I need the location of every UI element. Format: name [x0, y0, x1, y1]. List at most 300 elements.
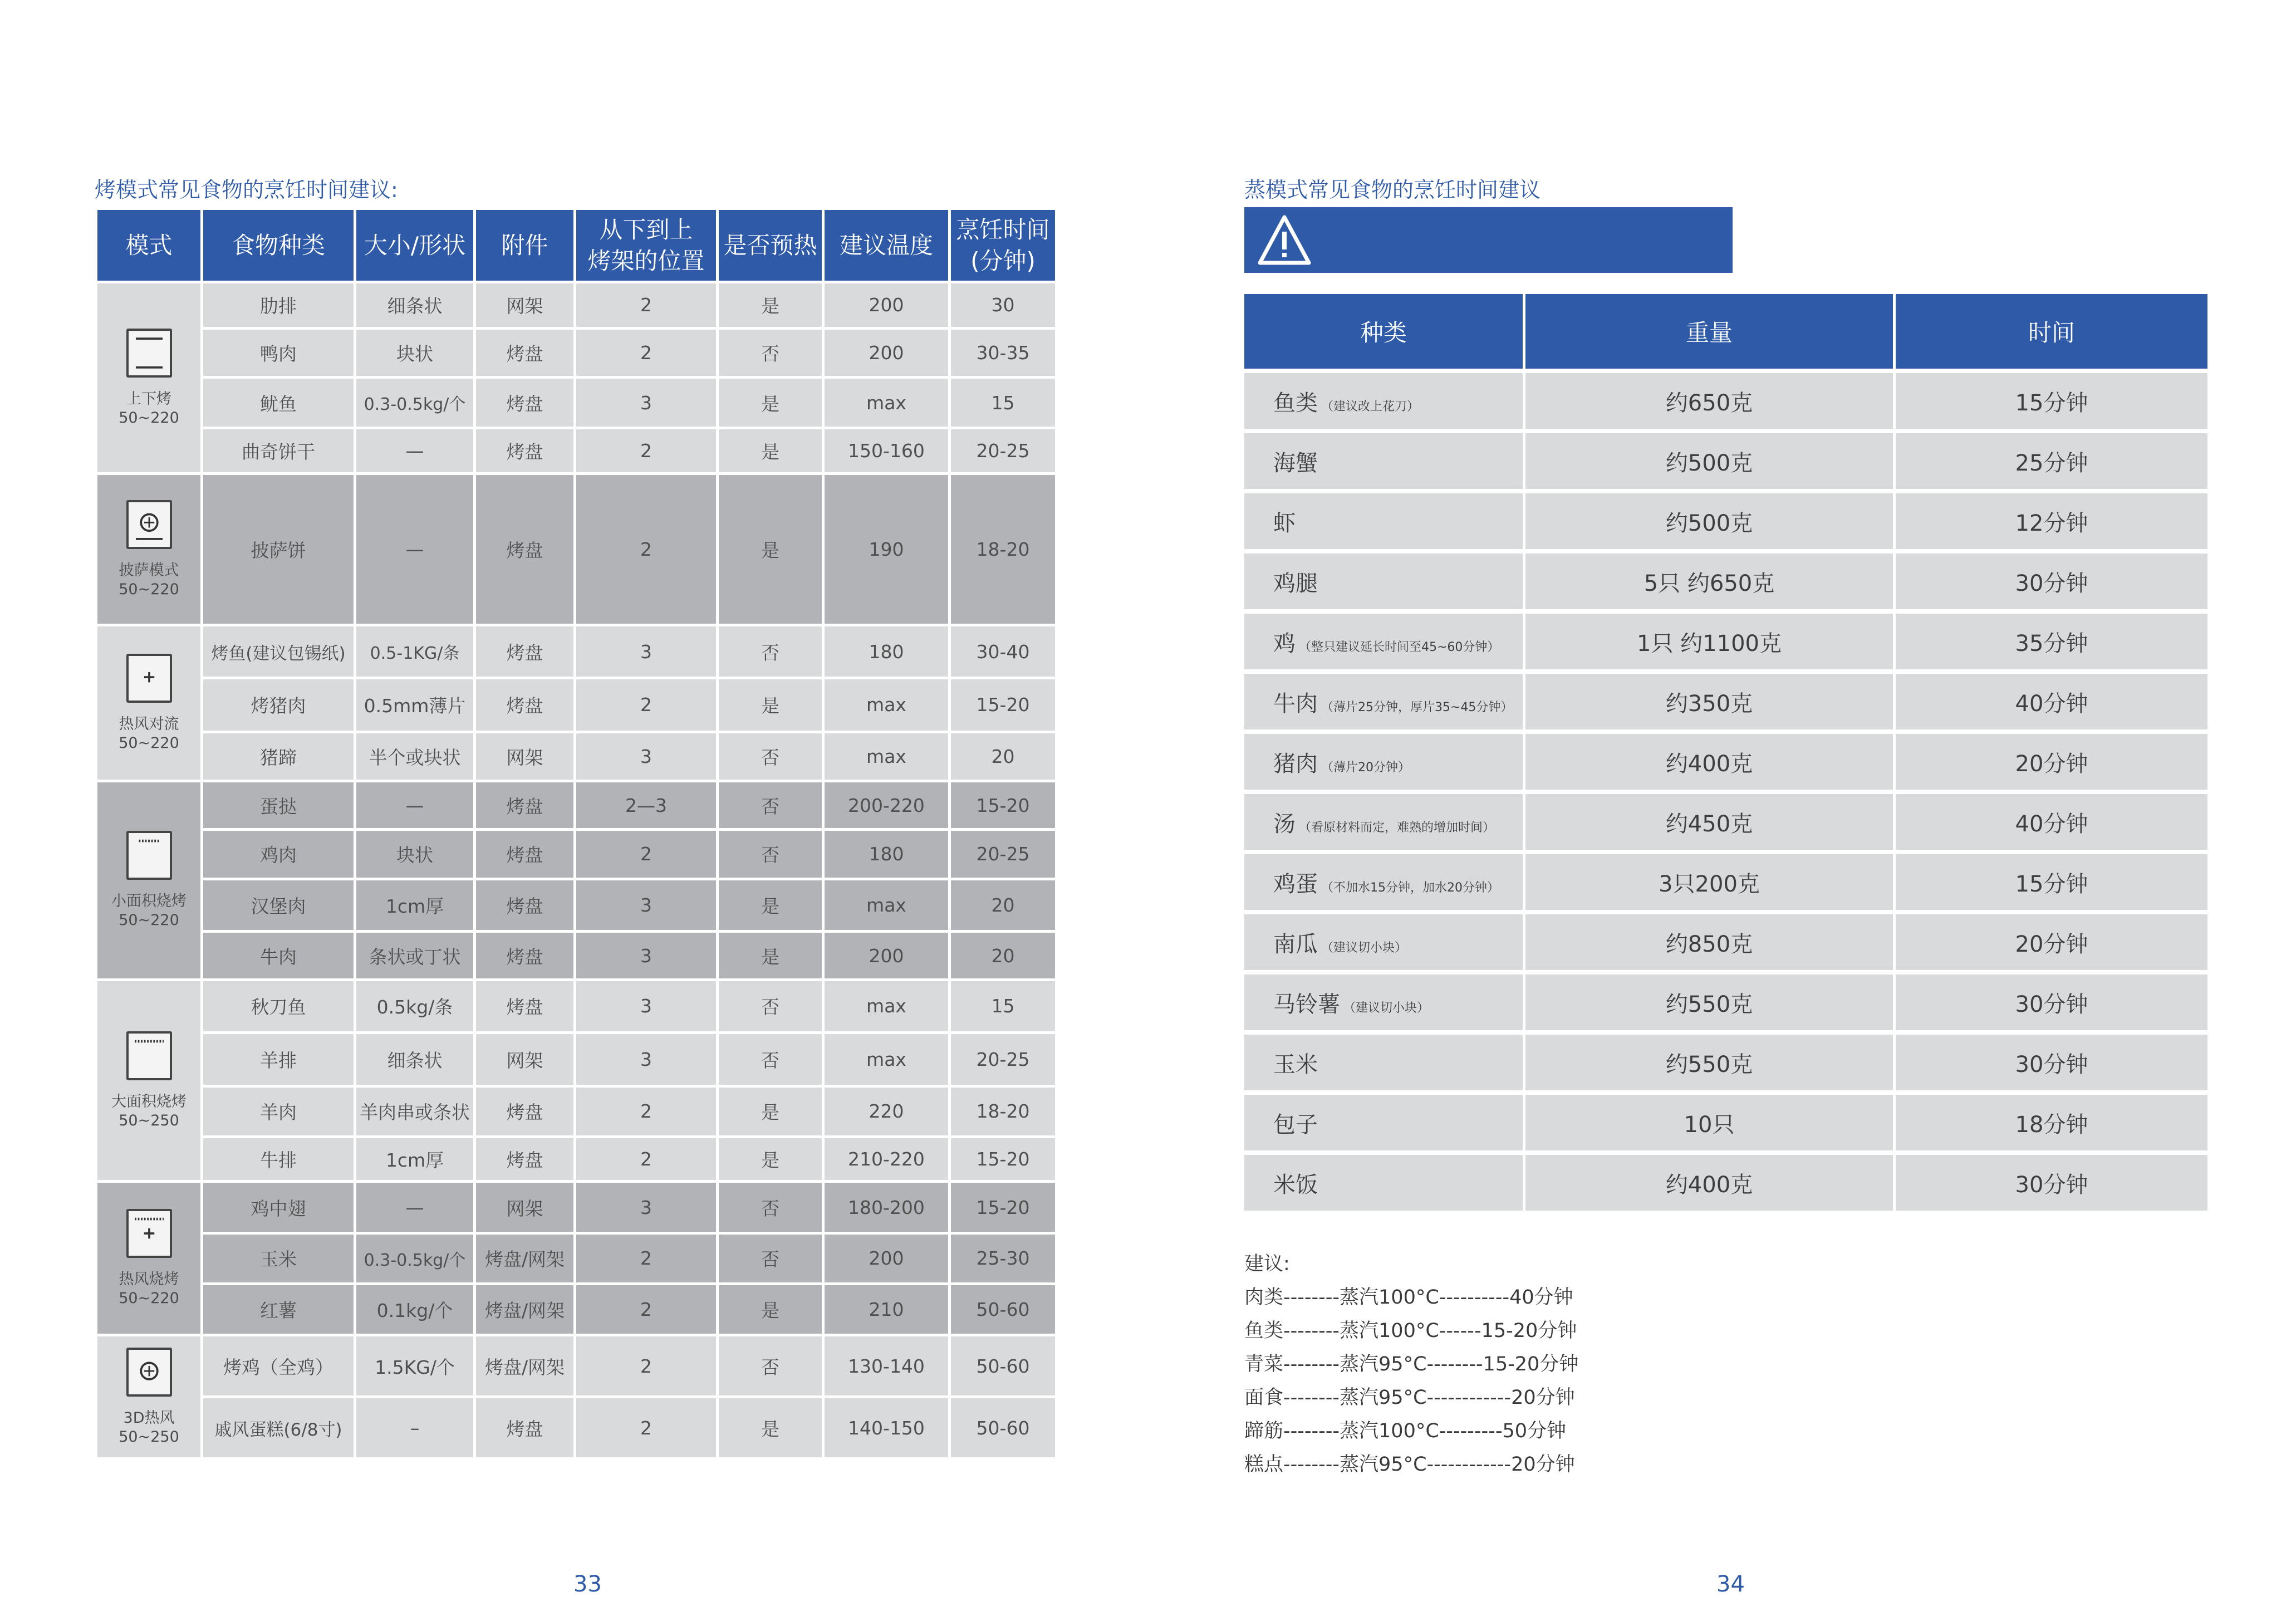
food-cell: [1244, 1035, 1525, 1090]
table-cell: 50-60: [950, 1284, 1057, 1335]
table-cell: 块状: [355, 328, 475, 378]
table-cell: 羊排: [202, 1032, 355, 1086]
table-cell: 18-20: [950, 474, 1057, 625]
table-row: [96, 1233, 1057, 1284]
table-cell: 2: [575, 1397, 718, 1459]
table-row: [96, 428, 1057, 474]
mode-cell: [96, 781, 202, 980]
table-cell: 戚风蛋糕(6/8寸): [202, 1397, 355, 1459]
table-cell: 烤盘/网架: [475, 1335, 575, 1397]
table-cell: 15: [950, 378, 1057, 428]
food-cell: [1244, 1155, 1525, 1211]
table-cell: 2: [575, 428, 718, 474]
table-row: [96, 378, 1057, 428]
table-cell: 30-35: [950, 328, 1057, 378]
3d-fan-icon: [126, 1348, 172, 1397]
table-cell: 2: [575, 1086, 718, 1137]
table-cell: 否: [718, 1032, 823, 1086]
table-cell: 是: [718, 474, 823, 625]
table-cell: 条状或丁状: [355, 932, 475, 980]
food-name: 汤: [1273, 811, 1296, 837]
table-cell: 3: [575, 378, 718, 428]
mode-temp-range: 50~220: [119, 409, 179, 427]
time-cell: 15分钟: [1896, 854, 2210, 910]
table-cell: 是: [718, 932, 823, 980]
table-cell: 2: [575, 1233, 718, 1284]
table-cell: 鸡肉: [202, 829, 355, 879]
weight-cell: 约400克: [1525, 1155, 1896, 1211]
food-cell: [1244, 1095, 1525, 1150]
weight-cell: 1只 约1100克: [1525, 614, 1896, 669]
table-cell: 否: [718, 1182, 823, 1233]
table-row: [96, 678, 1057, 732]
food-cell: [1244, 614, 1525, 669]
table-cell: 180-200: [823, 1182, 950, 1233]
table-row: [96, 282, 1057, 329]
table-cell: 2: [575, 328, 718, 378]
table-cell: 曲奇饼干: [202, 428, 355, 474]
table-cell: 烤盘: [475, 829, 575, 879]
table-cell: 20-25: [950, 829, 1057, 879]
table-cell: 烤盘: [475, 1086, 575, 1137]
suggestion-line: 肉类--------蒸汽100°C----------40分钟: [1244, 1286, 1573, 1309]
mode-name: 大面积烧烤: [111, 1093, 187, 1110]
table-cell: 否: [718, 829, 823, 879]
table-cell: 是: [718, 678, 823, 732]
table-row: [96, 1182, 1057, 1233]
warning-triangle-icon: [1257, 213, 1312, 268]
mode-temp-range: 50~220: [119, 912, 179, 929]
table-cell: 180: [823, 829, 950, 879]
table-cell: 是: [718, 1086, 823, 1137]
steam-header-row: [1244, 294, 2210, 369]
food-cell: [1244, 373, 1525, 429]
table-cell: 鱿鱼: [202, 378, 355, 428]
suggestions-title: 建议:: [1244, 1253, 1290, 1275]
food-note: （建议切小块）: [1321, 941, 1407, 955]
weight-cell: 约350克: [1525, 674, 1896, 729]
steam-table-row: [1244, 493, 2210, 549]
table-cell: 3: [575, 1182, 718, 1233]
table-cell: 50-60: [950, 1335, 1057, 1397]
food-cell: [1244, 974, 1525, 1030]
food-name: 猪肉: [1273, 751, 1318, 777]
steam-table-row: [1244, 914, 2210, 970]
table-cell: 细条状: [355, 282, 475, 329]
table-cell: 50-60: [950, 1397, 1057, 1459]
suggestion-line: 鱼类--------蒸汽100°C------15-20分钟: [1244, 1320, 1577, 1342]
table-cell: 否: [718, 328, 823, 378]
table-cell: 20: [950, 879, 1057, 932]
table-cell: 烤盘: [475, 1397, 575, 1459]
table-cell: 否: [718, 732, 823, 781]
food-cell: [1244, 674, 1525, 729]
steam-table-row: [1244, 1035, 2210, 1090]
table-cell: 秋刀鱼: [202, 980, 355, 1032]
table-cell: –: [355, 1397, 475, 1459]
table-cell: 烤盘: [475, 328, 575, 378]
table-cell: 2: [575, 282, 718, 329]
food-name: 马铃薯: [1273, 991, 1340, 1017]
table-cell: 3: [575, 932, 718, 980]
weight-cell: 约500克: [1525, 433, 1896, 489]
table-row: [96, 1137, 1057, 1182]
table-cell: 2: [575, 829, 718, 879]
page-number-left: 33: [573, 1571, 602, 1597]
table-cell: 20: [950, 732, 1057, 781]
table-cell: 烤猪肉: [202, 678, 355, 732]
table-cell: 3: [575, 879, 718, 932]
time-cell: 30分钟: [1896, 1155, 2210, 1211]
mode-name: 披萨模式: [119, 561, 179, 579]
header-cell: 附件: [475, 209, 575, 282]
table-cell: 2—3: [575, 781, 718, 830]
table-cell: —: [355, 781, 475, 830]
table-cell: 180: [823, 625, 950, 678]
table-cell: 30: [950, 282, 1057, 329]
table-cell: 是: [718, 282, 823, 329]
table-cell: 否: [718, 781, 823, 830]
warning-banner: [1244, 207, 1733, 273]
header-cell: 是否预热: [718, 209, 823, 282]
large-grill-icon: [126, 1031, 172, 1080]
steam-table-row: [1244, 614, 2210, 669]
table-cell: 20-25: [950, 1032, 1057, 1086]
time-cell: 12分钟: [1896, 493, 2210, 549]
steam-mode-table: [1244, 290, 2210, 1215]
table-cell: 3: [575, 1032, 718, 1086]
weight-cell: 约550克: [1525, 974, 1896, 1030]
table-cell: 15: [950, 980, 1057, 1032]
food-note: （薄片25分钟，厚片35~45分钟）: [1321, 700, 1513, 714]
weight-cell: 约400克: [1525, 734, 1896, 790]
table-cell: 烤盘: [475, 625, 575, 678]
table-cell: 烤盘: [475, 474, 575, 625]
table-cell: max: [823, 378, 950, 428]
table-cell: 20: [950, 932, 1057, 980]
time-cell: 30分钟: [1896, 974, 2210, 1030]
bake-mode-table: [95, 207, 1058, 1460]
table-cell: 鸡中翅: [202, 1182, 355, 1233]
mode-cell: [96, 282, 202, 474]
table-cell: 1.5KG/个: [355, 1335, 475, 1397]
mode-temp-range: 50~250: [119, 1428, 179, 1446]
page-number-right: 34: [1716, 1571, 1745, 1597]
food-note: （看原材料而定，难熟的增加时间）: [1299, 820, 1495, 835]
table-row: [96, 1032, 1057, 1086]
convection-fan-icon: [126, 654, 172, 703]
table-cell: 红薯: [202, 1284, 355, 1335]
time-cell: 18分钟: [1896, 1095, 2210, 1150]
steam-table-row: [1244, 854, 2210, 910]
table-cell: 烤鱼(建议包锡纸): [202, 625, 355, 678]
table-cell: 0.3-0.5kg/个: [355, 1233, 475, 1284]
food-note: （整只建议延长时间至45~60分钟）: [1299, 640, 1500, 654]
table-cell: 否: [718, 1233, 823, 1284]
table-cell: max: [823, 980, 950, 1032]
table-cell: 18-20: [950, 1086, 1057, 1137]
table-cell: 150-160: [823, 428, 950, 474]
table-cell: 15-20: [950, 781, 1057, 830]
table-cell: 烤盘: [475, 678, 575, 732]
time-cell: 25分钟: [1896, 433, 2210, 489]
steam-table-row: [1244, 1095, 2210, 1150]
table-cell: 网架: [475, 1182, 575, 1233]
table-cell: 200: [823, 282, 950, 329]
time-cell: 40分钟: [1896, 674, 2210, 729]
table-cell: 130-140: [823, 1335, 950, 1397]
table-cell: 否: [718, 1335, 823, 1397]
steam-table-row: [1244, 974, 2210, 1030]
table-cell: 细条状: [355, 1032, 475, 1086]
food-note: （薄片20分钟）: [1321, 760, 1410, 775]
mode-name: 热风对流: [119, 715, 179, 733]
table-cell: 15-20: [950, 1182, 1057, 1233]
table-cell: 是: [718, 1137, 823, 1182]
mode-temp-range: 50~250: [119, 1111, 179, 1129]
food-cell: [1244, 554, 1525, 609]
table-cell: 25-30: [950, 1233, 1057, 1284]
table-cell: 是: [718, 879, 823, 932]
suggestion-line: 蹄筋--------蒸汽100°C---------50分钟: [1244, 1420, 1566, 1442]
food-name: 包子: [1273, 1111, 1318, 1138]
table-cell: 牛肉: [202, 932, 355, 980]
table-row: [96, 625, 1057, 678]
table-cell: 玉米: [202, 1233, 355, 1284]
table-cell: 是: [718, 428, 823, 474]
mode-cell: [96, 980, 202, 1182]
table-cell: 披萨饼: [202, 474, 355, 625]
table-cell: 猪蹄: [202, 732, 355, 781]
food-name: 鸡: [1273, 630, 1296, 657]
table-cell: 15-20: [950, 1137, 1057, 1182]
table-cell: 烤盘: [475, 980, 575, 1032]
table-cell: 块状: [355, 829, 475, 879]
table-cell: max: [823, 1032, 950, 1086]
food-cell: [1244, 794, 1525, 850]
header-cell: 食物种类: [202, 209, 355, 282]
time-cell: 40分钟: [1896, 794, 2210, 850]
weight-cell: 约650克: [1525, 373, 1896, 429]
mode-temp-range: 50~220: [119, 580, 179, 598]
table-cell: —: [355, 1182, 475, 1233]
food-cell: [1244, 914, 1525, 970]
table-cell: 烤盘: [475, 781, 575, 830]
food-name: 鱼类: [1273, 390, 1318, 416]
food-name: 米饭: [1273, 1172, 1318, 1198]
food-name: 虾: [1273, 510, 1296, 536]
food-name: 海蟹: [1273, 450, 1318, 476]
food-cell: [1244, 493, 1525, 549]
header-cell: 大小/形状: [355, 209, 475, 282]
table-header-row: [96, 209, 1057, 282]
table-cell: 210-220: [823, 1137, 950, 1182]
steam-table-row: [1244, 794, 2210, 850]
food-name: 南瓜: [1273, 931, 1318, 957]
food-name: 玉米: [1273, 1051, 1318, 1078]
top-bottom-heat-icon: [126, 329, 172, 378]
table-row: [96, 879, 1057, 932]
table-row: [96, 1284, 1057, 1335]
table-cell: 140-150: [823, 1397, 950, 1459]
food-name: 牛肉: [1273, 690, 1318, 717]
suggestion-line: 糕点--------蒸汽95°C------------20分钟: [1244, 1453, 1575, 1476]
table-cell: 网架: [475, 282, 575, 329]
steam-header-cell: 重量: [1525, 294, 1896, 369]
header-cell: 模式: [96, 209, 202, 282]
table-cell: 1cm厚: [355, 879, 475, 932]
time-cell: 15分钟: [1896, 373, 2210, 429]
table-cell: 是: [718, 378, 823, 428]
table-cell: 200: [823, 932, 950, 980]
table-cell: 3: [575, 980, 718, 1032]
table-row: [96, 829, 1057, 879]
mode-name: 小面积烧烤: [111, 893, 187, 910]
table-cell: 半个或块状: [355, 732, 475, 781]
table-cell: 羊肉: [202, 1086, 355, 1137]
time-cell: 20分钟: [1896, 734, 2210, 790]
weight-cell: 约500克: [1525, 493, 1896, 549]
mode-cell: [96, 1182, 202, 1335]
mode-temp-range: 50~220: [119, 734, 179, 752]
table-row: [96, 1086, 1057, 1137]
table-cell: 2: [575, 1137, 718, 1182]
table-cell: 2: [575, 474, 718, 625]
food-name: 鸡腿: [1273, 570, 1318, 596]
table-cell: 15-20: [950, 678, 1057, 732]
table-cell: 210: [823, 1284, 950, 1335]
small-grill-icon: [126, 831, 172, 880]
food-name: 鸡蛋: [1273, 871, 1318, 897]
table-cell: 鸭肉: [202, 328, 355, 378]
food-note: （不加水15分钟，加水20分钟）: [1321, 880, 1499, 895]
table-cell: max: [823, 678, 950, 732]
left-page-title: 烤模式常见食物的烹饪时间建议:: [95, 178, 398, 202]
table-cell: 200: [823, 1233, 950, 1284]
table-cell: 0.5kg/条: [355, 980, 475, 1032]
mode-name: 上下烤: [126, 390, 171, 408]
table-cell: 190: [823, 474, 950, 625]
food-note: （建议切小块）: [1343, 1001, 1430, 1015]
table-row: [96, 328, 1057, 378]
table-cell: 0.3-0.5kg/个: [355, 378, 475, 428]
table-cell: 是: [718, 1284, 823, 1335]
right-page-title: 蒸模式常见食物的烹饪时间建议: [1244, 178, 1541, 202]
table-cell: 0.5mm薄片: [355, 678, 475, 732]
time-cell: 20分钟: [1896, 914, 2210, 970]
table-cell: 30-40: [950, 625, 1057, 678]
table-cell: 2: [575, 1335, 718, 1397]
table-cell: 羊肉串或条状: [355, 1086, 475, 1137]
table-cell: max: [823, 732, 950, 781]
header-cell: 烹饪时间 (分钟): [950, 209, 1057, 282]
table-cell: 否: [718, 625, 823, 678]
table-cell: 200: [823, 328, 950, 378]
time-cell: 30分钟: [1896, 554, 2210, 609]
header-cell: 建议温度: [823, 209, 950, 282]
table-cell: 0.5-1KG/条: [355, 625, 475, 678]
table-cell: 是: [718, 1397, 823, 1459]
table-row: [96, 1335, 1057, 1397]
suggestion-line: 面食--------蒸汽95°C------------20分钟: [1244, 1387, 1575, 1409]
table-row: [96, 474, 1057, 625]
steam-table-row: [1244, 433, 2210, 489]
steam-header-cell: 时间: [1896, 294, 2210, 369]
weight-cell: 约850克: [1525, 914, 1896, 970]
mode-cell: [96, 1335, 202, 1459]
table-cell: 200-220: [823, 781, 950, 830]
table-cell: 烤盘: [475, 879, 575, 932]
table-cell: 汉堡肉: [202, 879, 355, 932]
table-cell: 烤盘: [475, 1137, 575, 1182]
weight-cell: 3只200克: [1525, 854, 1896, 910]
table-cell: 肋排: [202, 282, 355, 329]
table-cell: 2: [575, 678, 718, 732]
suggestions-list: [1244, 1281, 1578, 1481]
pizza-mode-icon: [126, 500, 172, 549]
table-cell: 网架: [475, 732, 575, 781]
fan-grill-icon: [126, 1209, 172, 1258]
table-cell: 0.1kg/个: [355, 1284, 475, 1335]
table-cell: 网架: [475, 1032, 575, 1086]
steam-table-row: [1244, 674, 2210, 729]
table-cell: 烤盘: [475, 378, 575, 428]
table-cell: —: [355, 474, 475, 625]
mode-temp-range: 50~220: [119, 1289, 179, 1307]
table-cell: 1cm厚: [355, 1137, 475, 1182]
weight-cell: 约550克: [1525, 1035, 1896, 1090]
weight-cell: 5只 约650克: [1525, 554, 1896, 609]
weight-cell: 10只: [1525, 1095, 1896, 1150]
table-cell: 烤盘: [475, 428, 575, 474]
table-cell: 20-25: [950, 428, 1057, 474]
table-cell: 烤盘/网架: [475, 1233, 575, 1284]
table-row: [96, 781, 1057, 830]
table-cell: 3: [575, 625, 718, 678]
time-cell: 30分钟: [1896, 1035, 2210, 1090]
mode-cell: [96, 474, 202, 625]
mode-name: 热风烧烤: [119, 1270, 179, 1288]
suggestion-line: 青菜--------蒸汽95°C--------15-20分钟: [1244, 1353, 1579, 1375]
weight-cell: 约450克: [1525, 794, 1896, 850]
food-cell: [1244, 433, 1525, 489]
food-note: （建议改上花刀）: [1321, 399, 1420, 414]
table-cell: 烤鸡（全鸡）: [202, 1335, 355, 1397]
mode-cell: [96, 625, 202, 781]
food-cell: [1244, 854, 1525, 910]
table-cell: 否: [718, 980, 823, 1032]
steam-header-cell: 种类: [1244, 294, 1525, 369]
steam-table-row: [1244, 734, 2210, 790]
steam-table-row: [1244, 554, 2210, 609]
table-row: [96, 732, 1057, 781]
table-cell: 3: [575, 732, 718, 781]
steam-table-row: [1244, 373, 2210, 429]
table-cell: 烤盘: [475, 932, 575, 980]
time-cell: 35分钟: [1896, 614, 2210, 669]
table-cell: 220: [823, 1086, 950, 1137]
steam-table-row: [1244, 1155, 2210, 1211]
mode-name: 3D热风: [123, 1409, 175, 1427]
food-cell: [1244, 734, 1525, 790]
header-cell: 从下到上 烤架的位置: [575, 209, 718, 282]
table-cell: 蛋挞: [202, 781, 355, 830]
table-cell: 牛排: [202, 1137, 355, 1182]
table-row: [96, 1397, 1057, 1459]
table-row: [96, 932, 1057, 980]
table-cell: 2: [575, 1284, 718, 1335]
table-row: [96, 980, 1057, 1032]
